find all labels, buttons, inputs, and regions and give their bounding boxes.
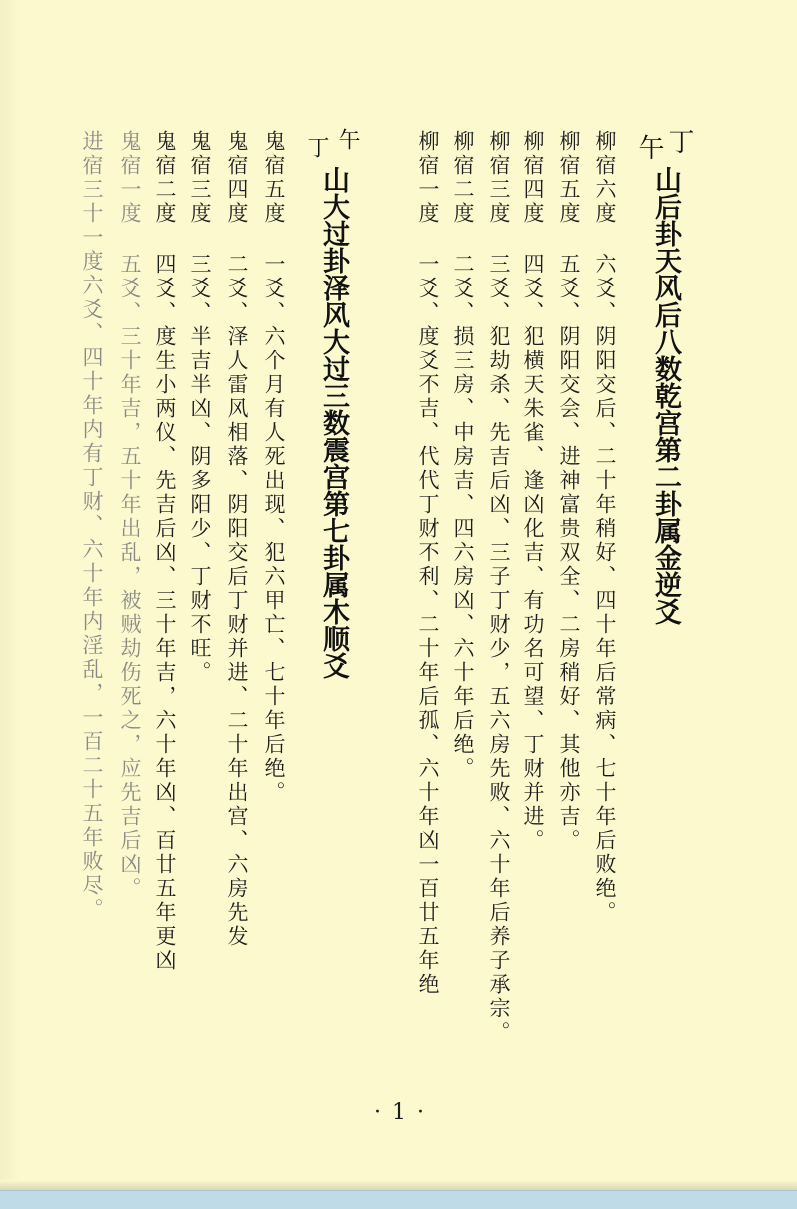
section2-line-4: 鬼宿二度 四爻、度生小两仪、先吉后凶、三十年吉，六十年凶、百廿五年更凶 [153, 130, 177, 973]
section1-line-2: 柳宿五度 五爻、阴阳交会、进神富贵双全、二房稍好、其他亦吉。 [557, 130, 581, 853]
page-bottom-shadow [0, 1180, 797, 1190]
section2-line-2: 鬼宿四度 二爻、泽人雷风相落、阴阳交后丁财并进、二十年出宫、六房先发 [225, 130, 249, 949]
section1-title: 山后卦天风后八数乾宫第二卦属金逆爻 [650, 166, 681, 625]
section2-line-6: 进宿三十一度六爻、四十年内有丁财、六十年内淫乱，一百二十五年败尽。 [80, 130, 104, 922]
section2-lead-wu: 午 [335, 128, 360, 150]
section2-lead-ding: 丁 [304, 136, 329, 158]
section1-line-5: 柳宿二度 二爻、损三房、中房吉、四六房凶、六十年后绝。 [451, 130, 475, 781]
section2-line-5: 鬼宿一度 五爻、三十年吉，五十年出乱，被贼劫伤死之，应先吉后凶。 [118, 130, 142, 901]
section2-line-3: 鬼宿三度 三爻、半吉半凶、阴多阳少、丁财不旺。 [188, 130, 212, 685]
section1-lead-wu: 午 [634, 134, 664, 160]
section1-line-4: 柳宿三度 三爻、犯劫杀、先吉后凶、三子丁财少，五六房先败、六十年后养子承宗。 [487, 130, 511, 1045]
section2-line-1: 鬼宿五度 一爻、六个月有人死出现、犯六甲亡、七十年后绝。 [262, 130, 286, 805]
page-binding-edge [0, 0, 21, 1190]
viewer-bottom-band [0, 1190, 797, 1209]
section2-title: 山大过卦泽风大过三数震宫第七卦属木顺爻 [318, 166, 349, 679]
section1-line-3: 柳宿四度 四爻、犯横天朱雀、逢凶化吉、有功名可望、丁财并进。 [521, 130, 545, 853]
section1-line-6: 柳宿一度 一爻、度爻不吉、代代丁财不利、二十年后孤、六十年凶一百廿五年绝 [416, 130, 440, 997]
section1-lead-ding: 丁 [664, 128, 694, 154]
page-number: · 1 · [374, 1100, 426, 1125]
section1-line-1: 柳宿六度 六爻、阴阳交后、二十年稍好、四十年后常病、七十年后败绝。 [593, 130, 617, 925]
